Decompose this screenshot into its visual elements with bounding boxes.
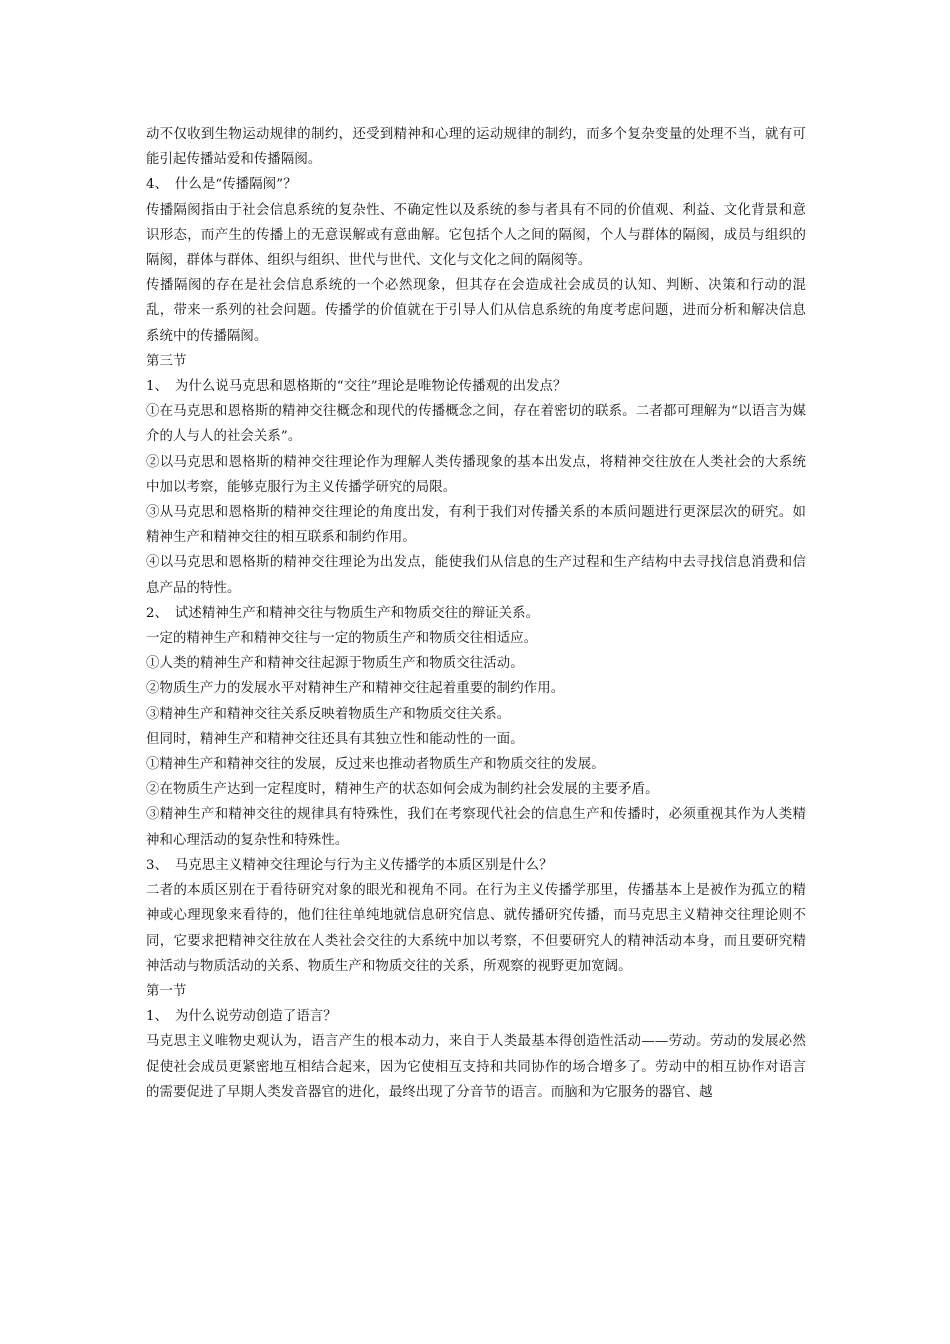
- paragraph: ③从马克思和恩格斯的精神交往理论的角度出发，有利于我们对传播关系的本质问题进行更深层次的研究。如精神生产和精神交往的相互联系和制约作用。: [146, 505, 806, 546]
- paragraph: 动不仅收到生物运动规律的制约，还受到精神和心理的运动规律的制约，而多个复杂变量的处理不当，就有可能引起传播站爱和传播隔阂。: [146, 127, 806, 168]
- paragraph: 马克思主义唯物史观认为，语言产生的根本动力，来自于人类最基本得创造性活动——劳动。劳动的发展必然促使社会成员更紧密地互相结合起来，因为它使相互支持和共同协作的场合增多了。劳动中的相互协作对语言的需要促进了早期人类发音器官的进化，最终出现了分音节的语言。而脑和为它服务的器官、越: [146, 1034, 806, 1100]
- paragraph: ②在物质生产达到一定程度时，精神生产的状态如何会成为制约社会发展的主要矛盾。: [146, 782, 659, 798]
- paragraph: ③精神生产和精神交往关系反映着物质生产和物质交往关系。: [146, 706, 511, 722]
- paragraph: 二者的本质区别在于看待研究对象的眼光和视角不同。在行为主义传播学那里，传播基本上是被作为孤立的精神或心理现象来看待的，他们往往单纯地就信息研究信息、就传播研究传播，而马克思主义精神交往理论则不同，它要求把精神交往放在人类社会交往的大系统中加以考察，不但要研究人的精神活动本身，而且要研究精神活动与物质活动的关系、物质生产和物质交往的关系，所观察的视野更加宽阔。: [146, 883, 806, 974]
- document-body: [146, 122, 806, 1105]
- question-heading: 3、 马克思主义精神交往理论与行为主义传播学的本质区别是什么？: [146, 857, 553, 873]
- paragraph: ②以马克思和恩格斯的精神交往理论作为理解人类传播现象的基本出发点，将精神交往放在人类社会的大系统中加以考察，能够克服行为主义传播学研究的局限。: [146, 454, 806, 495]
- paragraph: ④以马克思和恩格斯的精神交往理论为出发点，能使我们从信息的生产过程和生产结构中去寻找信息消费和信息产品的特性。: [146, 555, 806, 596]
- section-heading: 第一节: [146, 983, 187, 999]
- paragraph: 一定的精神生产和精神交往与一定的物质生产和物质交往相适应。: [146, 631, 538, 647]
- paragraph: 传播隔阂的存在是社会信息系统的一个必然现象，但其存在会造成社会成员的认知、判断、决策和行动的混乱，带来一系列的社会问题。传播学的价值就在于引导人们从信息系统的角度考虑问题，进而分析和解决信息系统中的传播隔阂。: [146, 278, 806, 344]
- paragraph: 传播隔阂指由于社会信息系统的复杂性、不确定性以及系统的参与者具有不同的价值观、利益、文化背景和意识形态，而产生的传播上的无意误解或有意曲解。它包括个人之间的隔阂，个人与群体的隔阂，成员与组织的隔阂，群体与群体、组织与组织、世代与世代、文化与文化之间的隔阂等。: [146, 202, 806, 269]
- question-heading: 1、 为什么说劳动创造了语言？: [146, 1009, 337, 1025]
- question-heading: 4、 什么是“传播隔阂”？: [146, 177, 297, 193]
- paragraph: ①人类的精神生产和精神交往起源于物质生产和物质交往活动。: [146, 656, 524, 672]
- paragraph: 但同时，精神生产和精神交往还具有其独立性和能动性的一面。: [146, 731, 524, 747]
- paragraph: ①精神生产和精神交往的发展，反过来也推动者物质生产和物质交往的发展。: [146, 757, 605, 773]
- question-heading: 2、 试述精神生产和精神交往与物质生产和物质交往的辩证关系。: [146, 605, 540, 621]
- paragraph: ③精神生产和精神交往的规律具有特殊性，我们在考察现代社会的信息生产和传播时，必须重视其作为人类精神和心理活动的复杂性和特殊性。: [146, 807, 806, 848]
- question-heading: 1、 为什么说马克思和恩格斯的“交往”理论是唯物论传播观的出发点？: [146, 379, 567, 395]
- paragraph: ②物质生产力的发展水平对精神生产和精神交往起着重要的制约作用。: [146, 681, 565, 697]
- section-heading: 第三节: [146, 353, 187, 369]
- paragraph: ①在马克思和恩格斯的精神交往概念和现代的传播概念之间，存在着密切的联系。二者都可理解为“以语言为媒介的人与人的社会关系”。: [146, 404, 806, 445]
